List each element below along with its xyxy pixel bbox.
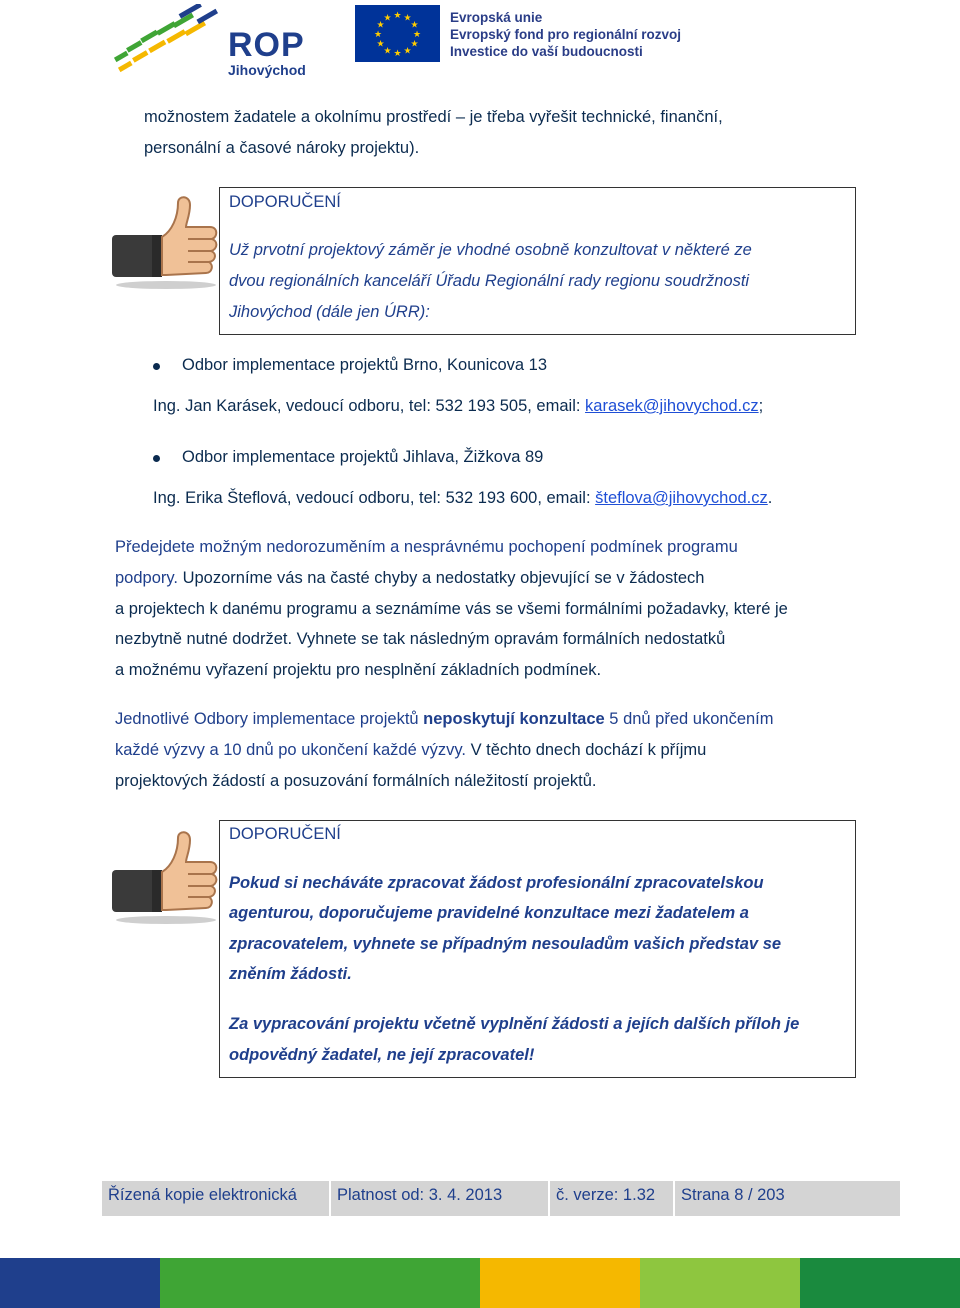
footer-cell: č. verze: 1.32: [550, 1181, 675, 1216]
svg-text:★: ★: [393, 48, 402, 58]
email-link[interactable]: karasek@jihovychod.cz: [585, 397, 759, 415]
para-segment: nezbytně nutné dodržet.: [115, 630, 293, 648]
para-segment: Upozorníme vás na časté chyby a nedostatky objevující se v žádostech: [182, 569, 705, 587]
contact-text: Ing. Erika Šteflová, vedoucí odboru, tel: 532 193 600, email:: [153, 489, 596, 507]
color-band-segment: [480, 1258, 640, 1308]
office-contact: [153, 483, 772, 514]
para-line: projektových žádostí a posuzování formálních náležitostí projektů.: [115, 772, 597, 790]
contact-suffix: .: [767, 489, 773, 507]
page-header: [0, 0, 960, 90]
svg-text:★: ★: [383, 45, 392, 56]
rop-subtitle: Jihovýchod: [228, 62, 306, 78]
recommendation-line: Pokud si necháváte zpracovat žádost profesionální zpracovatelskou: [229, 874, 764, 892]
para-line: [115, 563, 704, 594]
intro-line: personální a časové nároky projektu).: [144, 139, 420, 157]
recommendation-line: dvou regionálních kanceláří Úřadu Regionální rady regionu soudržnosti: [229, 272, 750, 290]
recommendation-line: odpovědný žadatel, ne její zpracovatel!: [229, 1046, 535, 1064]
color-band-segment: [160, 1258, 480, 1308]
svg-text:★: ★: [373, 29, 383, 39]
contact-suffix: ;: [758, 397, 764, 415]
bullet-icon: [153, 455, 160, 462]
para-line: [115, 735, 706, 766]
recommendation-line: Jihovýchod (dále jen ÚRR):: [229, 303, 430, 321]
bullet-icon: [153, 363, 160, 370]
footer-cell: Řízená kopie elektronická: [102, 1181, 331, 1216]
recommendation-heading: DOPORUČENÍ: [229, 193, 341, 211]
recommendation-line: zpracovatelem, vyhnete se případným nesouladům vašich představ se: [229, 935, 782, 953]
para-segment: Jednotlivé Odbory implementace projektů: [115, 710, 424, 728]
rop-title: ROP: [228, 26, 305, 64]
svg-text:★: ★: [403, 45, 412, 56]
eu-line: Evropská unie: [450, 10, 543, 25]
office-heading: Odbor implementace projektů Jihlava, Žižkova 89: [182, 448, 544, 466]
thumbs-up-icon: [112, 195, 220, 290]
eu-text: [450, 9, 681, 60]
para-bold: neposkytují konzultace: [423, 710, 605, 728]
eu-line: Investice do vaší budoucnosti: [450, 44, 643, 59]
recommendation-line: Za vypracování projektu včetně vyplnění žádosti a jejích dalších příloh je: [229, 1015, 800, 1033]
email-link[interactable]: šteflova@jihovychod.cz: [595, 489, 768, 507]
footer-table: [102, 1181, 900, 1216]
svg-text:★: ★: [410, 38, 419, 49]
thumbs-up-icon: [112, 830, 220, 925]
para-line: a možnému vyřazení projektu pro nesplnění základních podmínek.: [115, 661, 602, 679]
eu-line: Evropský fond pro regionální rozvoj: [450, 27, 682, 42]
para-segment: V těchto dnech dochází k příjmu: [470, 741, 707, 759]
eu-flag-icon: [355, 5, 440, 62]
para-line: [115, 704, 774, 735]
svg-text:★: ★: [393, 10, 402, 20]
svg-text:★: ★: [376, 38, 385, 49]
para-line: [115, 624, 725, 655]
contact-text: Ing. Jan Karásek, vedoucí odboru, tel: 532 193 505, email:: [153, 397, 586, 415]
footer-cell: Platnost od: 3. 4. 2013: [331, 1181, 550, 1216]
para-line: a projektech k danému programu a seznámíme vás se všemi formálními požadavky, které je: [115, 600, 788, 618]
svg-text:★: ★: [412, 29, 422, 39]
svg-text:★: ★: [410, 19, 419, 30]
svg-text:★: ★: [403, 12, 412, 23]
footer-cell: Strana 8 / 203: [675, 1181, 900, 1216]
para-segment: Vyhnete se tak následným opravám formálních nedostatků: [296, 630, 726, 648]
svg-text:★: ★: [376, 19, 385, 30]
svg-text:★: ★: [383, 12, 392, 23]
para-segment: 5 dnů před ukončením: [604, 710, 774, 728]
office-contact: [153, 391, 763, 422]
recommendation-line: Už prvotní projektový záměr je vhodné osobně konzultovat v některé ze: [229, 241, 752, 259]
recommendation-line: zněním žádosti.: [229, 965, 352, 983]
para-segment: podpory.: [115, 569, 178, 587]
office-heading: Odbor implementace projektů Brno, Kounicova 13: [182, 356, 548, 374]
color-band-segment: [640, 1258, 800, 1308]
recommendation-heading: DOPORUČENÍ: [229, 825, 341, 843]
para-line: Předejdete možným nedorozuměním a nesprávnému pochopení podmínek programu: [115, 538, 738, 556]
intro-line: možnostem žadatele a okolnímu prostředí – je třeba vyřešit technické, finanční,: [144, 108, 723, 126]
recommendation-line: agenturou, doporučujeme pravidelné konzultace mezi žadatelem a: [229, 904, 749, 922]
para-segment: každé výzvy a 10 dnů po ukončení každé výzvy.: [115, 741, 466, 759]
color-band-segment: [0, 1258, 160, 1308]
color-band-segment: [800, 1258, 960, 1308]
